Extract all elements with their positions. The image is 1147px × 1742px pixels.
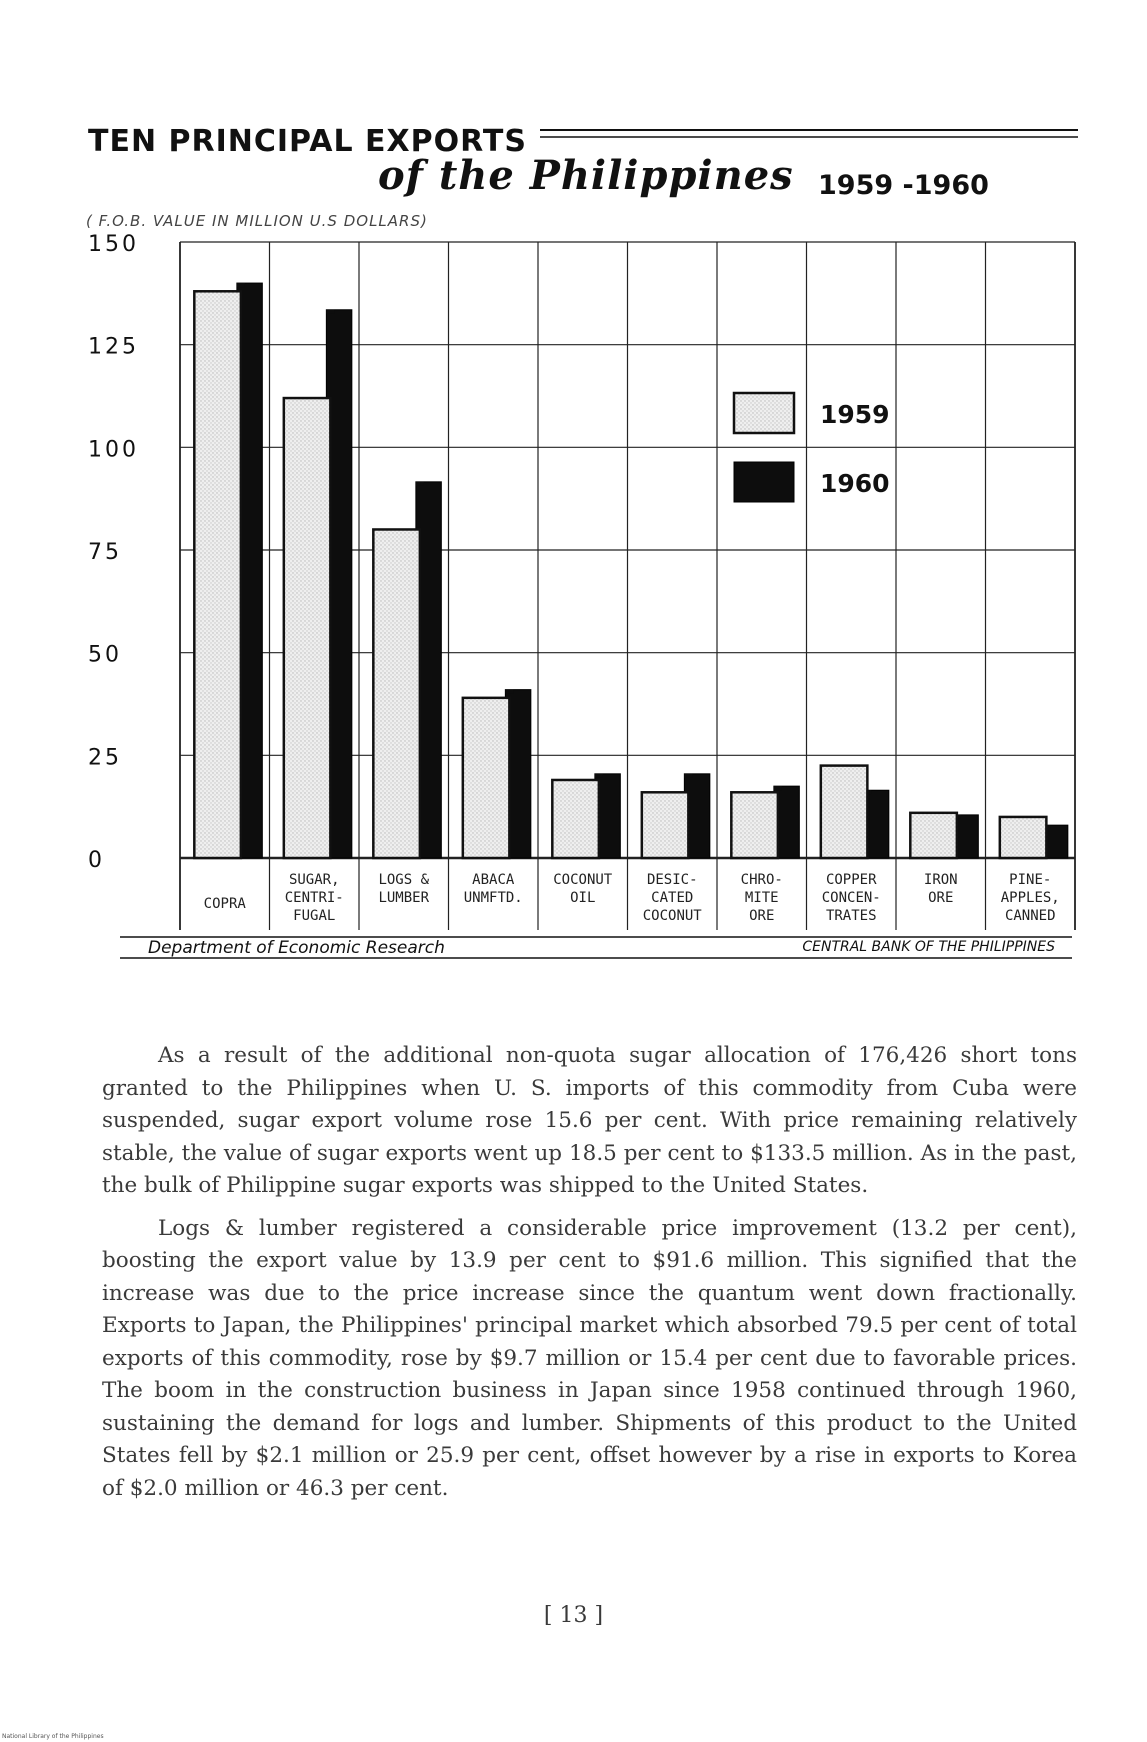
category-label: CENTRI- bbox=[284, 890, 344, 906]
bar-1959 bbox=[463, 698, 510, 858]
category-label: PINE- bbox=[1009, 872, 1052, 888]
y-tick-label: 150 bbox=[88, 232, 139, 257]
bar-1960-cap bbox=[237, 283, 245, 287]
category-label: LOGS & bbox=[378, 872, 430, 888]
category-label: IRON bbox=[923, 872, 958, 888]
category-label: UNMFTD. bbox=[463, 890, 523, 906]
category-label: COPRA bbox=[203, 896, 246, 912]
bar-1960-cap bbox=[595, 774, 603, 778]
y-tick-label: 0 bbox=[88, 848, 105, 873]
category-label: CHRO- bbox=[740, 872, 783, 888]
body-paragraph: As a result of the additional non-quota sugar allocation of 176,426 short tons granted to the Philippines when U. S. imports of this commodity from Cuba were suspended, sugar export volume rose 15.6 per cent. With price remaining relatively stable, the value of sugar exports went up 18.5 per cent to $133.5 million. As in the past, the bulk of Philippine sugar exports was shipped to the United States. bbox=[102, 1043, 1077, 1198]
legend-swatch-1959 bbox=[734, 393, 794, 433]
category-label: MITE bbox=[744, 890, 779, 906]
category-label: DESIC- bbox=[646, 872, 698, 888]
bar-1959 bbox=[731, 792, 778, 858]
bar-1959 bbox=[373, 529, 420, 858]
category-label: COCONUT bbox=[642, 908, 702, 924]
body-paragraph: Logs & lumber registered a considerable price improvement (13.2 per cent), boosting the export value by 13.9 per cent to $91.6 million. This signified that the increase was due to the price increase since the quantum went down fractionally. Exports to Japan, the Philippines' principal market which absorbed 79.5 per cent of total exports of this commodity, rose by $9.7 million or 15.4 per cent due to favorable prices. The boom in the construction business in Japan since 1958 continued through 1960, sustaining the demand for logs and lumber. Shipments of this product to the United States fell by $2.1 million or 25.9 per cent, offset however by a rise in exports to Korea of $2.0 million or 46.3 per cent. bbox=[102, 1215, 1077, 1501]
bar-1959 bbox=[552, 780, 599, 858]
y-tick-label: 125 bbox=[88, 334, 139, 360]
category-label: CANNED bbox=[1004, 908, 1056, 924]
category-label: LUMBER bbox=[378, 890, 430, 906]
bar-1959 bbox=[910, 813, 957, 858]
category-label: FUGAL bbox=[293, 908, 336, 924]
bar-1960-cap bbox=[326, 310, 334, 314]
source-left: Department of Economic Research bbox=[148, 938, 445, 958]
bar-1959 bbox=[284, 398, 331, 858]
bar-1960-cap bbox=[684, 774, 692, 778]
legend-label-1959: 1959 bbox=[820, 400, 890, 429]
category-label: COCONUT bbox=[553, 872, 613, 888]
y-tick-label: 75 bbox=[88, 540, 122, 565]
footer-credit: National Library of the Philippines bbox=[2, 1733, 104, 1740]
bar-1959 bbox=[642, 792, 689, 858]
category-label: ORE bbox=[749, 908, 775, 924]
chart-title: TEN PRINCIPAL EXPORTS bbox=[88, 124, 527, 159]
source-right: CENTRAL BANK OF THE PHILIPPINES bbox=[802, 939, 1055, 955]
page-number: [ 13 ] bbox=[543, 1603, 604, 1628]
category-label: CONCEN- bbox=[821, 890, 881, 906]
category-label: OIL bbox=[570, 890, 596, 906]
y-tick-label: 100 bbox=[88, 437, 139, 463]
category-label: TRATES bbox=[825, 908, 877, 924]
category-label: APPLES, bbox=[1000, 890, 1060, 906]
y-tick-label: 25 bbox=[88, 745, 122, 771]
bar-1960-cap bbox=[505, 690, 513, 694]
legend-swatch-1960 bbox=[734, 462, 794, 502]
bar-1959 bbox=[194, 291, 241, 858]
bar-1960-cap bbox=[774, 786, 782, 790]
bar-1959 bbox=[821, 766, 868, 858]
body-text bbox=[102, 1040, 1077, 1515]
category-label: ABACA bbox=[472, 872, 515, 888]
chart-title-script: of the Philippines bbox=[378, 152, 794, 199]
bar-1959 bbox=[1000, 817, 1047, 858]
legend-label-1960: 1960 bbox=[820, 469, 890, 498]
category-label: SUGAR, bbox=[288, 872, 340, 888]
chart-title-years: 1959 -1960 bbox=[818, 170, 989, 201]
category-label: COPPER bbox=[825, 872, 877, 888]
bar-1960-cap bbox=[416, 482, 424, 486]
y-axis-label: ( F.O.B. VALUE IN MILLION U.S DOLLARS) bbox=[86, 212, 428, 230]
category-label: CATED bbox=[651, 890, 694, 906]
category-label: ORE bbox=[928, 890, 954, 906]
y-tick-label: 50 bbox=[88, 642, 122, 668]
